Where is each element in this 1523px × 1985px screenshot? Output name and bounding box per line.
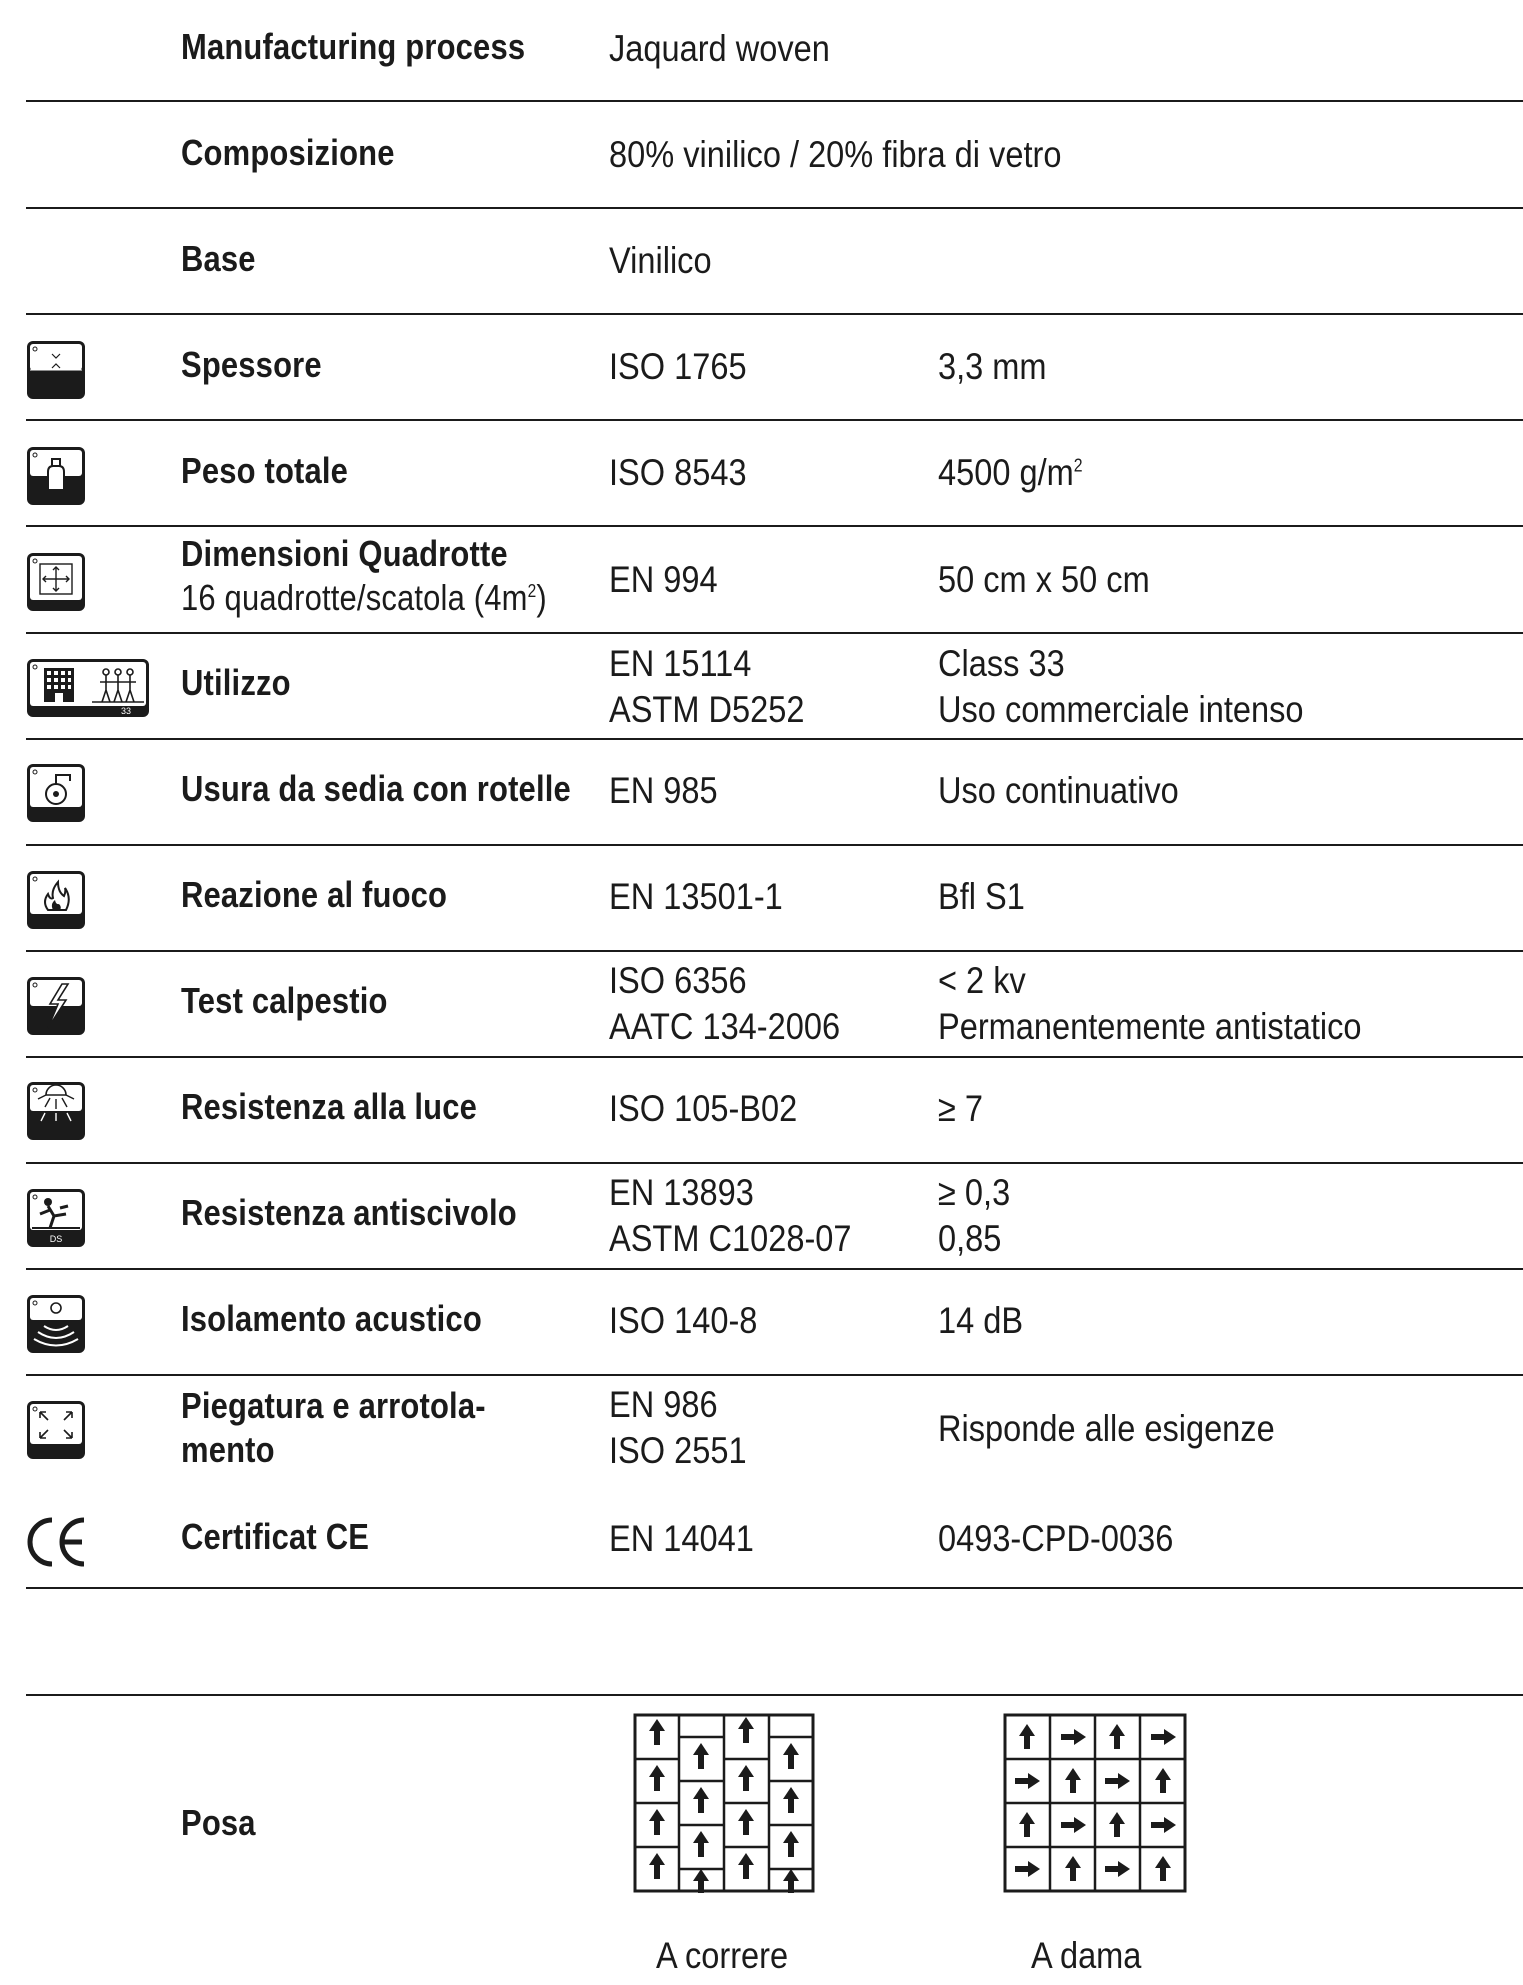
row-value: Jaquard woven bbox=[609, 28, 830, 69]
divider bbox=[26, 1694, 1523, 1696]
ds-label: DS bbox=[49, 1234, 63, 1244]
row-label: Base bbox=[181, 238, 256, 279]
divider bbox=[26, 1162, 1523, 1164]
pattern-caption: A correre bbox=[656, 1935, 789, 1976]
light-fastness-icon bbox=[26, 1081, 86, 1141]
divider bbox=[26, 313, 1523, 315]
castor-chair-icon bbox=[26, 763, 86, 823]
divider bbox=[26, 525, 1523, 527]
row-standard: ISO 6356 AATC 134-2006 bbox=[609, 960, 841, 1047]
row-standard: EN 986 ISO 2551 bbox=[609, 1384, 747, 1471]
row-label: Utilizzo bbox=[181, 662, 291, 703]
divider bbox=[26, 419, 1523, 421]
pattern-caption: A dama bbox=[1031, 1935, 1142, 1976]
row-standard: EN 985 bbox=[609, 770, 718, 811]
row-value bbox=[938, 450, 1083, 496]
divider bbox=[26, 738, 1523, 740]
row-label: Spessore bbox=[181, 344, 322, 385]
row-value: 50 cm x 50 cm bbox=[938, 559, 1150, 600]
row-value: ≥ 0,3 0,85 bbox=[938, 1172, 1011, 1259]
row-standard: EN 13893 ASTM C1028-07 bbox=[609, 1172, 852, 1259]
divider bbox=[26, 1374, 1523, 1376]
row-standard: ISO 1765 bbox=[609, 346, 747, 387]
usage-class-number: 33 bbox=[120, 706, 132, 716]
row-label: Usura da sedia con rotelle bbox=[181, 768, 571, 809]
row-label: Piegatura e arrotola- mento bbox=[181, 1385, 486, 1470]
row-standard: EN 14041 bbox=[609, 1518, 754, 1559]
row-value: Vinilico bbox=[609, 240, 712, 281]
divider bbox=[26, 632, 1523, 634]
row-label: Resistenza antiscivolo bbox=[181, 1192, 517, 1233]
row-label: Test calpestio bbox=[181, 980, 388, 1021]
row-label: Isolamento acustico bbox=[181, 1298, 482, 1339]
checkerboard-layout-icon bbox=[1003, 1713, 1187, 1893]
superscript: 2 bbox=[1073, 455, 1083, 476]
row-label: Composizione bbox=[181, 132, 395, 173]
divider bbox=[26, 950, 1523, 952]
slip-resistance-icon bbox=[26, 1188, 86, 1248]
row-label: Resistenza alla luce bbox=[181, 1086, 477, 1127]
thickness-icon bbox=[26, 340, 86, 400]
row-label: Manufacturing process bbox=[181, 26, 526, 67]
row-value: < 2 kv Permanentemente antistatico bbox=[938, 960, 1362, 1047]
row-label: Reazione al fuoco bbox=[181, 874, 448, 915]
dimensions-icon bbox=[26, 552, 86, 612]
weight-icon bbox=[26, 446, 86, 506]
usage-class-icon bbox=[26, 658, 150, 718]
row-label bbox=[181, 532, 547, 620]
row-standard: ISO 140-8 bbox=[609, 1300, 758, 1341]
row-standard: EN 994 bbox=[609, 559, 718, 600]
divider bbox=[26, 1587, 1523, 1589]
row-value: 14 dB bbox=[938, 1300, 1024, 1341]
row-value: Class 33 Uso commerciale intenso bbox=[938, 643, 1304, 730]
divider bbox=[26, 207, 1523, 209]
row-value: Bfl S1 bbox=[938, 876, 1025, 917]
row-label-subtitle: 16 quadrotte/scatola $(4m^2)$ bbox=[181, 577, 547, 618]
divider bbox=[26, 844, 1523, 846]
weight-value: 4500 g/m bbox=[938, 452, 1074, 493]
row-value: 0493-CPD-0036 bbox=[938, 1518, 1174, 1559]
row-standard: ISO 105-B02 bbox=[609, 1088, 798, 1129]
ce-mark-icon bbox=[26, 1512, 86, 1572]
divider bbox=[26, 100, 1523, 102]
posa-label: Posa bbox=[181, 1802, 256, 1843]
row-value: Uso continuativo bbox=[938, 770, 1179, 811]
acoustic-icon bbox=[26, 1294, 86, 1354]
dimensional-stability-icon bbox=[26, 1400, 86, 1460]
row-value: 3,3 mm bbox=[938, 346, 1047, 387]
row-value: ≥ 7 bbox=[938, 1088, 984, 1129]
divider bbox=[26, 1056, 1523, 1058]
brick-layout-icon bbox=[633, 1713, 815, 1893]
row-standard: EN 15114 ASTM D5252 bbox=[609, 643, 805, 730]
row-label-title: Dimensioni Quadrotte bbox=[181, 533, 508, 574]
antistatic-icon bbox=[26, 976, 86, 1036]
row-standard: ISO 8543 bbox=[609, 452, 747, 493]
row-label: Certificat CE bbox=[181, 1516, 370, 1557]
row-value: 80% vinilico / 20% fibra di vetro bbox=[609, 134, 1062, 175]
row-label: Peso totale bbox=[181, 450, 349, 491]
row-standard: EN 13501-1 bbox=[609, 876, 783, 917]
divider bbox=[26, 1268, 1523, 1270]
row-value: Risponde alle esigenze bbox=[938, 1408, 1275, 1449]
fire-icon bbox=[26, 870, 86, 930]
